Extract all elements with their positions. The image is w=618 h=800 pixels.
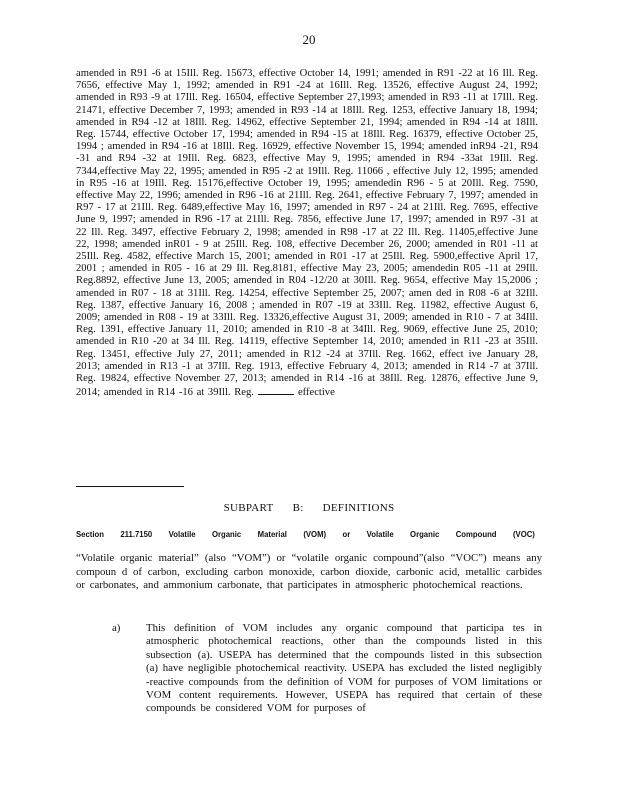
- history-tail: effective: [297, 387, 335, 399]
- section-word: 211.7150: [120, 529, 153, 539]
- section-word: Organic: [410, 529, 440, 539]
- section-word: Organic: [211, 529, 242, 539]
- section-word: Volatile: [168, 529, 196, 539]
- blank-reference-line: [258, 385, 294, 395]
- history-note: [76, 68, 538, 399]
- history-text: amended in R91 -6 at 15Ill. Reg. 15673, effective October 14, 1991; amended in R91 -22 at 16 Ill. Reg. 7656, effective May 1, 1992; amended in R91 -24 at 16Ill. Reg. 13526, effective August 24, 1992; amended in R93 -9 at 17Ill. Reg. 16504, effective September 27,1993; amended in R93 -11 at 17Ill. Reg. 21471, effective December 7, 1993; amended in R93 -14 at 18Ill. Reg. 1253, effective January 18, 1994; amended in R94 -12 at 18Ill. Reg. 14962, effective September 21, 1994; amended in R94 -14 at 18Ill. Reg. 15744, effective October 17, 1994; amended in R94 -15 at 18Ill. Reg. 16379, effective October 25, 1994 ; amended in R94 -16 at 18Ill. Reg. 16929, effective November 15, 1994; amended inR94 -21, R94 -31 and R94 -32 at 19Ill. Reg. 6823, effective May 9, 1995; amended in R94 -33at 19Ill. Reg. 7344,effective May 22, 1995; amended in R95 -2 at 19Ill. Reg. 11066 , effective July 12, 1995; amended in R95 -16 at 19Ill. Reg. 15176,effective October 19, 1995; amendedin R96 - 5 at 20Ill. Reg. 7590, effective May 22, 1996; amended in R96 -16 at 21Ill. Reg. 2641, effective February 7, 1997; amended in R97 - 17 at 21Ill. Reg. 6489,effective May 16, 1997; amended in R97 - 24 at 21Ill. Reg. 7695, effective June 9, 1997; amended in R96 -17 at 21Ill. Reg. 7856, effective June 17, 1997; amended in R97 -31 at 22 Ill. Reg. 3497, effective February 2, 1998; amended in R98 -17 at 22 Ill. Reg. 11405,effective June 22, 1998; amended inR01 - 9 at 25Ill. Reg. 108, effective December 26, 2000; amended in R01 -11 at 25Ill. Reg. 4582, effective March 15, 2001; amended in R01 -17 at 25Ill. Reg. 5900,effective April 17, 2001 ; amended in R05 - 16 at 29 Ill. Reg.8181, effective May 23, 2005; amendedin R05 -11 at 29Ill. Reg.8892, effective June 13, 2005; amended in R04 -12/20 at 30Ill. Reg. 9654, effective May 15,2006 ; amended in R07 - 18 at 31Ill. Reg. 14254, effective September 25, 2007; amen ded in R08 -6 at 32Ill. Reg. 1387, effective January 16, 2008 ; amended in R07 -19 at 33Ill. Reg. 11982, effective August 6, 2009; amended in R08 - 19 at 33Ill. Reg. 13326,effective August 31, 2009; amended in R10 - 7 at 34Ill. Reg. 1391, effective January 11, 2010; amended in R10 -8 at 34Ill. Reg. 9069, effective June 25, 2010; amended in R10 -20 at 34 Ill. Reg. 14119, effective September 14, 2010; amended in R11 -23 at 35Ill. Reg. 13451, effective July 27, 2011; amended in R12 -24 at 37Ill. Reg. 1662, effect ive January 28, 2013; amended in R13 -1 at 37Ill. Reg. 1913, effective February 4, 2013; amended in R14 -7 at 37Ill. Reg. 19824, effective November 27, 2013; amended in R14 -16 at 38Ill. Reg. 12876, effective June 9, 2014; amended in R14 -16 at 39Ill. Reg.: [76, 68, 538, 399]
- section-heading: [76, 529, 535, 539]
- footnote-divider: [76, 486, 184, 487]
- subpart-letter: B:: [292, 502, 304, 514]
- section-word: Material: [257, 529, 287, 539]
- section-word: (VOC): [512, 529, 535, 539]
- definition-paragraph: “Volatile organic material” (also “VOM”) or “volatile organic compound”(also “VOC”) means any compoun d of carbon, excluding carbon monoxide, carbon dioxide, carbonic acid, metallic carbides or carbonates, and ammonium carbonate, that participates in atmospheric photochemical reactions.: [76, 552, 542, 592]
- subpart-heading: [0, 502, 618, 514]
- section-word: (VOM): [303, 529, 327, 539]
- subpart-title: DEFINITIONS: [322, 502, 395, 514]
- section-word: or: [342, 529, 351, 539]
- page-number: 20: [302, 32, 316, 47]
- section-word: Compound: [455, 529, 497, 539]
- section-word: Section: [76, 529, 104, 539]
- subpart-label: SUBPART: [223, 502, 274, 514]
- item-a-text: This definition of VOM includes any organic compound that participa tes in atmospheric photochemical reactions, other than the compounds listed in this subsection (a). USEPA has determined that the compounds listed in this subsection (a) have negligible photochemical reactivity. USEPA has excluded the listed negligibly -reactive compounds from the definition of VOM for purposes of VOM limitations or VOM content requirements. However, USEPA has required that certain of these compounds be considered VOM for purposes of: [146, 622, 542, 715]
- section-word: Volatile: [366, 529, 394, 539]
- item-a-label: a): [112, 622, 121, 634]
